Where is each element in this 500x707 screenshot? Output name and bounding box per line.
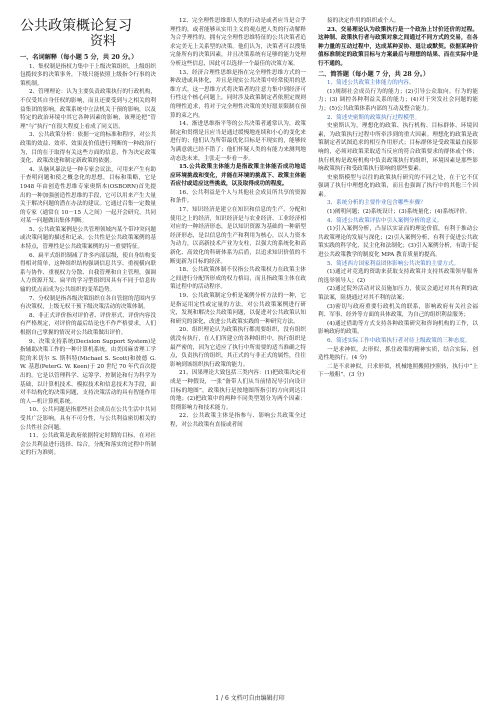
text-column-middle (170, 17, 306, 430)
section-heading: 二、简答题（每小题 7 分，共 28 分。） (318, 70, 430, 78)
paragraph: 2、管理理论：认为主要负责政策执行的行政机构，不仅受其自身任权的影响，而且还要受到与之相关的利益集团的影响，政策系统中立法机关于预的影响，以及特定的政治环境中其它各种因素的影响，该理论把“管理”与“执行”在很大程度上看成了同义语。 (20, 89, 156, 130)
paragraph: 二是不求神似，只求形似，机械地照搬照抄照转，执行中“上下一般粗”。(3 分) (318, 363, 478, 379)
document-title (20, 18, 132, 50)
paragraph: 21、因果理论大致包括三类内容：(1)把政策决定看成是一种假设，一张“备带人们从当前情况导引向设计目标的地图”，政策执行是按地图所指引的方向到达目的地；(2)把政策中的两种不同类型划分为两个因素：贯彻影响力和技术能力。 (170, 370, 306, 411)
paragraph: (1)规制社会成员行为的能力；(2)引导公众取向。行为的能力；(3) 调控各种利益关系的能力；(4)对于突发社会问题的能力；(5)公共政策体系内部的互动及整合能力。 (318, 88, 478, 112)
paragraph: (3)密切与政府重要行政机关的联系，影响政府有关社会福利、军事、经外等方面的具体政策，为自己的组织利益服务； (318, 303, 478, 319)
paragraph: 一是求神似，去形似，抓住政策的精神实质，结合实际，创造性地执行。(4 分) (318, 346, 478, 362)
paragraph: 14、渐进思维指平等的公共决策者通常认为，政策制定和贯彻是且应当是通过缓慢地连续和小心的变化来进行的；他们认为所带最优化目标是不现实的，能够较为满意就已经不错了；他们怀疑人类的有能力来测判地动态迭未来，主张走一步看一步。 (170, 121, 306, 162)
paragraph: 史密斯认为，理想化的政策、执行机构、目标群体、环境因素，为政策执行过程中所牵涉到的重大因素。理想化的政策是政策制定者试图追求的相互作用形式；目标群体是受政策最直接影响的，必须对政策采取适当反应的符合政策要求的群体或个体；执行机构是政府机构中负责政策执行的组织，环境因素是那些影响政策执行和受政策执行影响的那些要素。 (318, 123, 478, 173)
paragraph: 15.公共政策主体能力是指政策主体能否成功地适应环境挑战和变化，并能在环境的挑战下、政策主体能否应付或适应这些挑战，以及取得成功的程度。 (170, 164, 306, 188)
paragraph: 23、交易理论认为政策执行是一个政治上讨价还价的过程。这种制、政策执行者与政策对象之间通过不同方式的交易，在各种力量的互动过程中，达成某种妥协、退让或默契。依据某种价值标准制定的政策目标与方案最后与理想的结果、而在实际中是行不通的。 (318, 26, 478, 67)
paragraph: 9、决策支持系统(Decision Support System)是指辅助决策工作的一种计算机系统，由美国麻省理工学院的米切尔 S. 斯科特(Michael S. Scott)和彼德 G. W. 基恩(PeterG. W. Keen)于 20 世纪 70 年代首次提出的。它是以管理科学、运筹学、控制论和行为科学为基础，以计算机技术、模拟技术和信息技术为手段，面对半结构化的决策问题，支持决策活动的具有智能作用的人—机计算机系统。 (20, 338, 156, 405)
paragraph: (1)阐明问题；(2)系统设计；(3)系统量化；(4)系统评价。 (327, 209, 471, 216)
paragraph: 17、知识经济是建立在知识和信息的生产、分配和使用之上的经济，知识经济是与农业经济、工业经济相对应的一种经济形态，是以知识资源为基础的一种新型经济形态，是以信息的生产和利用为核心，以人力资本为动力，以高新技术产业为支柱，以强大的系统化和高新化、高效化的科研体系为后盾，以追求知识价值的不断更新为目标的经济。 (170, 207, 306, 265)
paragraph: 1、简述公共政策主体能力的内容。 (327, 80, 415, 87)
paragraph: (4)通过借助等方式支持各种政策研究和咨询机构的工作，以影响政府的政策。 (318, 320, 478, 336)
paragraph: 19、公共政策制定分析是案例分析方法的一种，它是指运用定性或定量的方法，对公共政策案例进行研究，发现和解决公共政策问题，以促进对公共政策认知和研究的深化，改进公共政策实践的一种研究方法。 (170, 293, 306, 325)
paragraph: 接的决定作用的组织或个人。 (327, 18, 400, 24)
text-column-right (318, 17, 478, 380)
paragraph: 8、非正式评价指对评价者、评价形式、评价内容没有严格规定，对评价的最后结论也不作严格要求，人们根据自己掌握的情况对公共政策做出评价。 (20, 312, 156, 336)
paragraph: 20、组织理论认为政策执行都需要组织，没有组织就没有执行，在人们所建立的各种组织中，执行组织是最严密的，因为它适应了执行中所需要的适当准确之特点，负责执行的组织，其正式的与非正式的属性，往往影响到该组织执行政策的能力。 (170, 327, 306, 368)
paragraph: 11、公共政策是政府依据特定时期的目标，在对社会公共利益进行选择、综合，分配和落实的过程中所制定的行为准则。 (20, 433, 156, 457)
paragraph: 1、集权制是指权力集中于上级决策组织，上级组织包揽较多的决策事务，下级只能依照上级指令行事的决策机制。 (20, 63, 156, 87)
paragraph: 史密斯模型与以往的政策执行研究的不同之处，在于它不仅强调了执行中理想化的政策，而且也强调了执行中的其他三个因素。 (318, 174, 478, 198)
paragraph: 3、系统分析的主要作业包含哪些步骤？ (327, 200, 426, 207)
paragraph: 10、公共问题是指那些社会成员在公共生活中共同受其广泛影响，具有不可分性，与公共利益密切相关的公共性社会问题。 (20, 407, 156, 431)
paragraph: 4、头脑风暴法是一种专家会议法，可用来产生有助于查明问题和使之概念化的思想，目标和策略，它是 1948 年由创造性思维专家奥斯本(OSBORN)首先提出的一种加强创造性思维的手段，它可以用来产生大量关于解决问题的潜在办法的建议。它通过召集一定数量的专家（通常在 10－15 人之间）一起开会研究，共同对某一问题做出集体判断。 (20, 166, 156, 225)
paragraph: (1)引入案例分析，凸显以实证而的理论价值，有利于推动公共政策理论的发展与深化；(2)引入案例分析，有利于促进公共政策实践的科学化、民主化和法制化；(3)引入案例分析，有助于促进公共政策教学的制度化 MPA 教育质量的提高。 (318, 226, 478, 259)
paragraph: 13、经济合理性思维是指在完全理性思维方式的一种改进或具体化，并且是现实公共决策中经常使用的思维方式。这一思维方式将决策者的注意力集中到经济可行性这个核心问题上，同时涉及政策制定者依照定规则的理性追求，将对于完全理性决策的美好愿景限制在预算的束之内。 (170, 69, 306, 119)
paragraph: 6、扁平式组织制减了许多内部层级，使自身结构变得相对简单，这种组织结构强调信息共享、重视横向联系与协作、重视权力分散、自我管理和自主管理，强调人力资源开发、扁平的学习型组织因具有不同于信息传输的优点而成为公共组织的变革趋势。 (20, 252, 156, 294)
paragraph: 18、公共政策体制不仅指公共政策权力在政策主体之间进行分配所形成的权力格局，而且指政策主体在政策过程中的活动程序。 (170, 267, 306, 291)
title-line-1: 公共政策概论复习 (20, 18, 132, 34)
section-heading: 一、名词解释（每小题 5 分，共 20 分。） (20, 54, 138, 61)
paragraph: 12、完全理性思维即人类的行动是或者应当是合乎理性的，或者能够从实用主义的观点把人类的行动解释为合乎理性的。拥有完全理性思维特征的公共决策者追求完美无上关系型的决策。他们认为，决策者可以搜集完备所有的决策因素，并且决策系统有足够的能力处理分析这些信息，因此可以选择一个最佳的决策方案。 (170, 18, 306, 67)
paragraph: 7、分权制是指各级决策组织在各自管辖的范围内享有决策权，上级无权干预下级决策活动的决策体制。 (20, 295, 156, 311)
paragraph: 5、公共政策案例是公共管理领域内某个带冲突问题或决策问题的描述和记录。公共性是公共政策案例的基本特点，管理性是公共政策案例的另一重要特征。 (20, 226, 156, 251)
paragraph: (1)通过对竞选的资助来获取支持政策并支持其政策领导服务的选举领导人；(2) (318, 269, 478, 284)
page-footer: 1 / 6 文档可自由编辑打印 (215, 695, 285, 702)
paragraph: 22、公共政策主体是指参与、影响公共政策全过程，对公共政策有直接或者间 (170, 413, 306, 428)
title-line-2: 资料 (90, 34, 117, 49)
text-column-left (20, 52, 156, 458)
paragraph: 16、公共利益是个人与其他社会成员所共享的资源和条件。 (170, 189, 306, 205)
paragraph: 3、公共政策分析：依据一定的标准和程序，对公共政策的效益、效率、效果及价值进行判断的一种政治行为，目的在于取得有关这些方面的信息，作为决定政策变化、政策改进和制定新政策的依据。 (20, 132, 156, 165)
paragraph: 2、简述史密斯的政策执行过程模型。 (327, 114, 421, 121)
paragraph: 6、简述实际工作中政策执行者对待上级政策的三种态度。 (327, 337, 471, 344)
paragraph: 5、简述西方国家利益团体影响公共决策的主要方式。 (327, 260, 460, 267)
paragraph: (2)通过院外活动对议员施加压力，使议会通过对其有利的政策法案，阻挠通过对其不利的法案； (318, 286, 478, 301)
paragraph: 4、简述公共政策评估中引入案例分析的意义。 (327, 217, 443, 224)
